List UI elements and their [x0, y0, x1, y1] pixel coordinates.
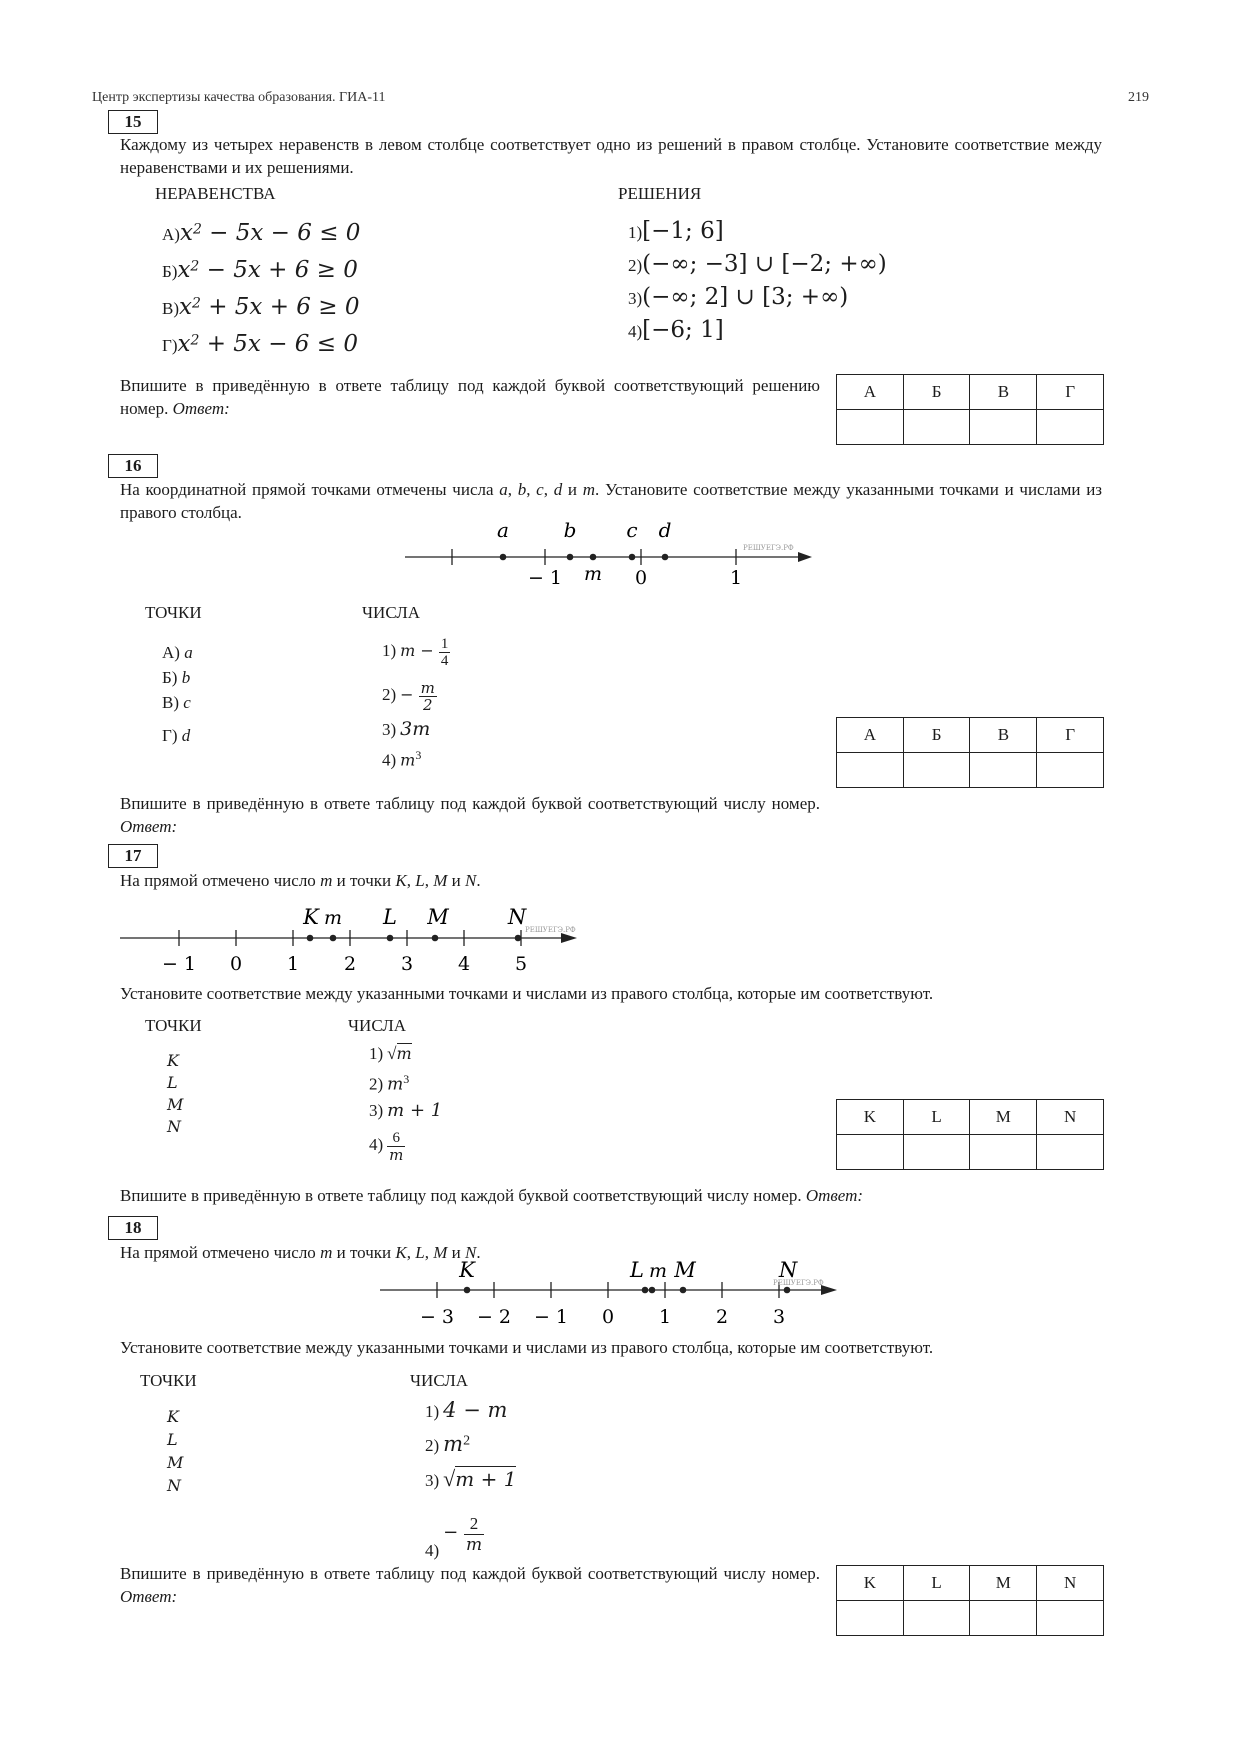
answer-cell[interactable] — [903, 410, 970, 445]
point-label-l: L — [630, 1258, 644, 1282]
watermark: РЕШУЕГЭ.РФ — [743, 544, 794, 552]
answer-header-b: Б — [903, 718, 970, 753]
inequality-d: $Г)x^2 + 5x - 6 \le 0$ — [162, 331, 358, 357]
number-item-3: 3) √m + 1 — [425, 1466, 517, 1491]
point-item-c: В) c — [162, 693, 191, 712]
number-item-4: 4) − $\frac{2}{m}$ — [425, 1514, 483, 1561]
point-item-n: N — [167, 1476, 181, 1495]
inequality-a: $А)x^2 - 5x - 6 \le 0$ — [162, 220, 361, 246]
number-item-2: 2) $m^3$ — [369, 1072, 410, 1095]
point-label-m-point: M — [427, 905, 449, 929]
task-16-number-line — [400, 515, 820, 595]
answer-header-b: Б — [903, 375, 970, 410]
task-16-numbers — [382, 636, 450, 778]
point-label-b: b — [563, 518, 577, 542]
task-18-number-line — [375, 1257, 845, 1337]
point-label-n: N — [507, 905, 527, 929]
point-label-n: N — [778, 1258, 798, 1282]
answer-cell[interactable] — [970, 1601, 1037, 1636]
point-item-b: Б) b — [162, 668, 191, 687]
answer-cell[interactable] — [970, 1135, 1037, 1170]
task-18-text2: Установите соответствие между указанными точками и числами из правого столбца, которые им соответствуют. — [120, 1338, 934, 1357]
tick-label: 0 — [634, 567, 648, 589]
answer-cell[interactable] — [903, 1601, 970, 1636]
task-number-18: 18 — [108, 1216, 158, 1240]
tick-label: − 2 — [476, 1306, 512, 1328]
number-item-4: 4) $\frac{6}{m}$ — [369, 1130, 404, 1164]
point-item-l: L — [167, 1430, 178, 1449]
tick-label: − 1 — [533, 1306, 569, 1328]
number-item-2: 2) − $\frac{m}{2}$ — [382, 679, 435, 714]
point-label-a: a — [497, 518, 509, 542]
answer-cell[interactable] — [903, 753, 970, 788]
tick-label: 3 — [772, 1306, 786, 1328]
answer-header-a: А — [837, 375, 904, 410]
task-17-right-header: ЧИСЛА — [348, 1016, 407, 1035]
answer-header-m: M — [970, 1566, 1037, 1601]
answer-label: Ответ: — [120, 1587, 178, 1606]
tick-label: 1 — [658, 1306, 672, 1328]
point-item-d: Г) d — [162, 726, 191, 745]
task-15-left-header: НЕРАВЕНСТВА — [155, 184, 276, 203]
answer-header-m: M — [970, 1100, 1037, 1135]
task-16-points — [162, 640, 193, 748]
answer-header-a: А — [837, 718, 904, 753]
task-15-answer-table — [836, 374, 1104, 445]
tick-label: 0 — [229, 953, 243, 975]
tick-label: 2 — [343, 953, 357, 975]
task-15-text: Каждому из четырех неравенств в левом столбце соответствует одно из решений в правом столбце. Установите соответствие между неравенствами и их решениями. — [120, 135, 1102, 177]
tick-label: − 1 — [527, 567, 563, 589]
answer-header-k: K — [837, 1100, 904, 1135]
answer-cell[interactable] — [1037, 410, 1104, 445]
task-15-right-header: РЕШЕНИЯ — [618, 184, 702, 203]
task-17-text2: Установите соответствие между указанными точками и числами из правого столбца, которые им соответствуют. — [120, 984, 934, 1003]
answer-label: Ответ: — [120, 817, 178, 836]
answer-cell[interactable] — [1037, 753, 1104, 788]
point-label-k: K — [303, 905, 319, 929]
point-label-k: K — [459, 1258, 475, 1282]
task-17-left-header: ТОЧКИ — [145, 1016, 202, 1035]
tick-label: 5 — [514, 953, 528, 975]
task-18-numbers — [425, 1398, 516, 1564]
number-item-1: 1) √m — [369, 1044, 412, 1063]
task-15-instruction: Впишите в приведённую в ответе таблицу под каждой буквой соответствующий решению номер. Ответ: — [120, 376, 820, 418]
task-18-left-header: ТОЧКИ — [140, 1371, 197, 1390]
tick-label: − 3 — [419, 1306, 455, 1328]
point-item-k: K — [167, 1051, 179, 1070]
task-17-number-line — [115, 900, 585, 982]
answer-cell[interactable] — [1037, 1601, 1104, 1636]
task-16-right-header: ЧИСЛА — [362, 603, 421, 622]
task-16-left-header: ТОЧКИ — [145, 603, 202, 622]
task-17-text: На прямой отмечено число m и точки K, L, M и N. — [120, 871, 481, 890]
solution-list — [628, 218, 887, 350]
answer-cell[interactable] — [837, 753, 904, 788]
task-16-instruction: Впишите в приведённую в ответе таблицу под каждой буквой соответствующий числу номер. Ответ: — [120, 794, 820, 836]
tick-label: 1 — [729, 567, 743, 589]
number-item-4: 4) $m^3$ — [382, 748, 422, 770]
number-item-1: 1) m − $\frac{1}{4}$ — [382, 636, 449, 669]
number-item-1: 1) 4 − m — [425, 1398, 508, 1422]
watermark: РЕШУЕГЭ.РФ — [773, 1279, 824, 1287]
point-item-m: M — [167, 1453, 184, 1472]
answer-header-d: Г — [1037, 375, 1104, 410]
page-number: 219 — [1128, 90, 1149, 105]
task-18-right-header: ЧИСЛА — [410, 1371, 469, 1390]
point-label-m-point: M — [674, 1258, 696, 1282]
task-16-answer-table — [836, 717, 1104, 788]
answer-header-n: N — [1037, 1100, 1104, 1135]
tick-label: 0 — [601, 1306, 615, 1328]
point-label-m: m — [648, 1260, 668, 1282]
inequality-list — [162, 220, 360, 368]
number-item-3: 3) m + 1 — [369, 1100, 443, 1121]
task-18-text: На прямой отмечено число m и точки K, L, M и N. — [120, 1243, 481, 1262]
point-item-m: M — [167, 1095, 184, 1114]
answer-cell[interactable] — [837, 1601, 904, 1636]
answer-cell[interactable] — [903, 1135, 970, 1170]
answer-header-n: N — [1037, 1566, 1104, 1601]
point-item-k: K — [167, 1407, 179, 1426]
page-header-title: Центр экспертизы качества образования. ГИА-11 — [92, 90, 386, 105]
number-item-2: 2) $m^2$ — [425, 1432, 471, 1456]
point-label-m: m — [583, 563, 603, 585]
tick-label: − 1 — [161, 953, 197, 975]
inequality-b: $Б)x^2 - 5x + 6 \ge 0$ — [162, 257, 358, 283]
point-label-c: c — [626, 518, 638, 542]
task-number-17: 17 — [108, 844, 158, 868]
number-item-3: 3) 3m — [382, 718, 431, 740]
solution-1: 1)[−1; 6] — [628, 218, 724, 244]
task-17-answer-table — [836, 1099, 1104, 1170]
task-18-points — [167, 1405, 183, 1497]
inequality-c: $В)x^2 + 5x + 6 \ge 0$ — [162, 294, 360, 320]
answer-label: Ответ: — [805, 1186, 864, 1205]
point-item-n: N — [167, 1117, 181, 1136]
tick-label: 1 — [286, 953, 300, 975]
solution-3: 3)(−∞; 2] ∪ [3; +∞) — [628, 284, 849, 310]
task-17-numbers — [369, 1044, 442, 1170]
watermark: РЕШУЕГЭ.РФ — [525, 926, 576, 934]
answer-label: Ответ: — [172, 399, 230, 418]
point-label-l: L — [383, 905, 397, 929]
task-number-15: 15 — [108, 110, 158, 134]
answer-header-l: L — [903, 1100, 970, 1135]
tick-label: 3 — [400, 953, 414, 975]
answer-cell[interactable] — [970, 753, 1037, 788]
answer-cell[interactable] — [1037, 1135, 1104, 1170]
task-18-instruction: Впишите в приведённую в ответе таблицу под каждой буквой соответствующий числу номер. Ответ: — [120, 1564, 820, 1606]
tick-label: 4 — [457, 953, 471, 975]
solution-2: 2)(−∞; −3] ∪ [−2; +∞) — [628, 251, 887, 277]
task-17-instruction: Впишите в приведённую в ответе таблицу под каждой буквой соответствующий числу номер. Ответ: — [120, 1186, 864, 1205]
point-label-m: m — [323, 907, 343, 929]
answer-cell[interactable] — [970, 410, 1037, 445]
answer-cell[interactable] — [837, 410, 904, 445]
answer-header-d: Г — [1037, 718, 1104, 753]
answer-header-c: В — [970, 375, 1037, 410]
task-number-16: 16 — [108, 454, 158, 478]
answer-header-k: K — [837, 1566, 904, 1601]
point-item-a: А) a — [162, 643, 193, 662]
answer-header-c: В — [970, 718, 1037, 753]
point-item-l: L — [167, 1073, 178, 1092]
answer-header-l: L — [903, 1566, 970, 1601]
answer-cell[interactable] — [837, 1135, 904, 1170]
point-label-d: d — [658, 518, 672, 542]
tick-label: 2 — [715, 1306, 729, 1328]
task-17-points — [167, 1050, 183, 1138]
solution-4: 4)[−6; 1] — [628, 317, 724, 343]
task-16-text: На координатной прямой точками отмечены числа a, b, c, d и m. Установите соответствие между указанными точками и числами из правого столбца. — [120, 480, 1103, 522]
task-18-answer-table — [836, 1565, 1104, 1636]
